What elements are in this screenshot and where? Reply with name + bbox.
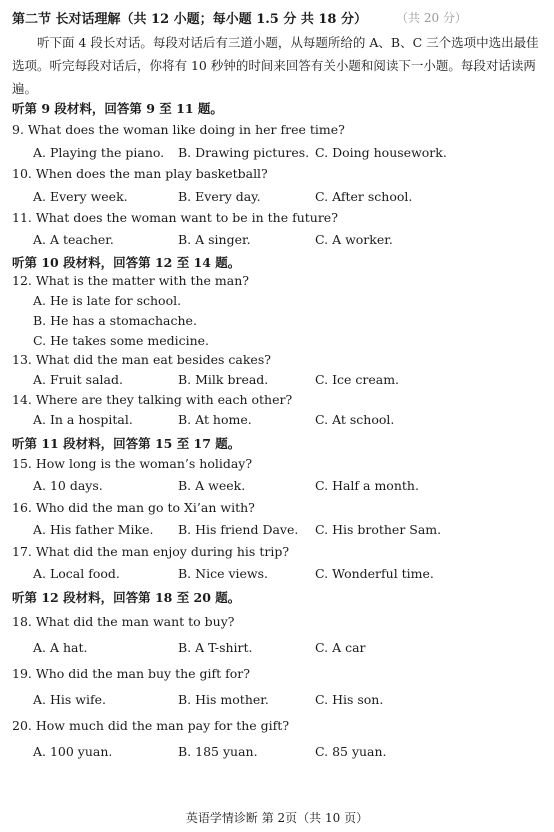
question-16-option-b: B. His friend Dave. [178, 522, 299, 537]
question-18-option-b: B. A T-shirt. [178, 640, 253, 655]
question-19-option-b: B. His mother. [178, 692, 269, 707]
question-20-option-a: A. 100 yuan. [33, 744, 113, 759]
question-11-option-c: C. A worker. [315, 232, 393, 247]
question-12-option-c: C. He takes some medicine. [33, 333, 210, 348]
question-11-option-b: B. A singer. [178, 232, 251, 247]
question-15: 15. How long is the woman’s holiday? [12, 456, 253, 471]
question-10-option-b: B. Every day. [178, 189, 261, 204]
question-15-option-a: A. 10 days. [33, 478, 103, 493]
instructions-paragraph: 听下面 4 段长对话。每段对话后有三道小题，从每题所给的 A、B、C 三个选项中选出最佳选项。听完每段对话后，你将有 10 秒钟的时间来回答有关小题和阅读下一小题。每段对话读两遍。 [12, 35, 539, 96]
question-14: 14. Where are they talking with each other? [12, 392, 293, 407]
question-18-option-a: A. A hat. [33, 640, 88, 655]
question-10: 10. When does the man play basketball? [12, 166, 268, 181]
question-16-option-c: C. His brother Sam. [315, 522, 442, 537]
passage-11-heading: 听第 11 段材料，回答第 15 至 17 题。 [12, 436, 241, 451]
question-16-option-a: A. His father Mike. [33, 522, 154, 537]
question-9-option-c: C. Doing housework. [315, 145, 447, 160]
question-12-option-b: B. He has a stomachache. [33, 313, 197, 328]
question-17-option-b: B. Nice views. [178, 566, 268, 581]
question-14-option-c: C. At school. [315, 412, 395, 427]
section-title: 第二节 长对话理解（共 12 小题；每小题 1.5 分 共 18 分） [12, 12, 368, 27]
faded-header-text: （共 20 分） [396, 11, 467, 25]
question-17-option-c: C. Wonderful time. [315, 566, 434, 581]
question-10-option-a: A. Every week. [33, 189, 128, 204]
question-19-option-c: C. His son. [315, 692, 384, 707]
question-15-option-b: B. A week. [178, 478, 246, 493]
page-footer: 英语学情诊断 第 2页（共 10 页） [185, 811, 369, 825]
question-13-option-b: B. Milk bread. [178, 372, 269, 387]
question-9-option-a: A. Playing the piano. [33, 145, 165, 160]
question-18-option-c: C. A car [315, 640, 366, 655]
question-20-option-b: B. 185 yuan. [178, 744, 258, 759]
question-15-option-c: C. Half a month. [315, 478, 419, 493]
question-14-option-b: B. At home. [178, 412, 252, 427]
question-20-option-c: C. 85 yuan. [315, 744, 387, 759]
question-19: 19. Who did the man buy the gift for? [12, 666, 250, 681]
question-17-option-a: A. Local food. [33, 566, 120, 581]
question-9: 9. What does the woman like doing in her free time? [12, 122, 345, 137]
passage-12-heading: 听第 12 段材料，回答第 18 至 20 题。 [12, 590, 241, 605]
question-19-option-a: A. His wife. [33, 692, 106, 707]
question-11: 11. What does the woman want to be in the future? [12, 210, 338, 225]
question-18: 18. What did the man want to buy? [12, 614, 235, 629]
question-17: 17. What did the man enjoy during his trip? [12, 544, 290, 559]
question-14-option-a: A. In a hospital. [33, 412, 133, 427]
question-16: 16. Who did the man go to Xi’an with? [12, 500, 255, 515]
question-20: 20. How much did the man pay for the gift? [12, 718, 290, 733]
question-9-option-b: B. Drawing pictures. [178, 145, 310, 160]
question-13-option-a: A. Fruit salad. [33, 372, 123, 387]
question-11-option-a: A. A teacher. [33, 232, 114, 247]
question-12: 12. What is the matter with the man? [12, 273, 249, 288]
passage-10-heading: 听第 10 段材料，回答第 12 至 14 题。 [12, 255, 241, 270]
question-12-option-a: A. He is late for school. [33, 293, 182, 308]
question-13-option-c: C. Ice cream. [315, 372, 400, 387]
passage-9-heading: 听第 9 段材料，回答第 9 至 11 题。 [12, 101, 223, 116]
question-10-option-c: C. After school. [315, 189, 413, 204]
question-13: 13. What did the man eat besides cakes? [12, 352, 271, 367]
